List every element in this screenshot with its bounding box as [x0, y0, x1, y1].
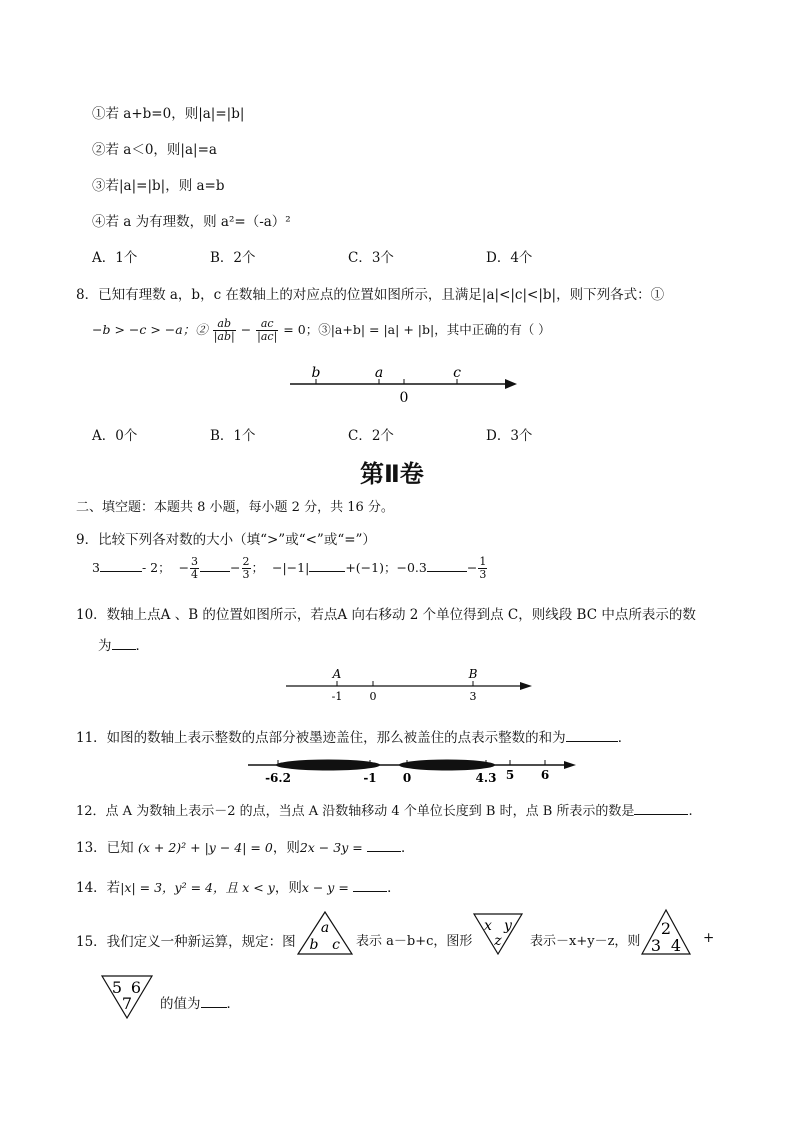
q11-tick-3: 0 [402, 771, 412, 785]
svg-text:4: 4 [670, 936, 682, 955]
q8-axis-zero: 0 [399, 390, 409, 406]
q10-tick-b: 3 [469, 690, 477, 703]
ink-blot-left [276, 760, 380, 771]
q11-tick-1: -6.2 [265, 771, 291, 785]
q11-number-line [244, 752, 579, 788]
q15-triangle-abc [296, 910, 354, 956]
q8-fraction-1: $\frac{ab}{|ab|}$ [213, 317, 235, 343]
q8-option-a: A．0个 [92, 428, 138, 444]
q8-stem: 8．已知有理数 a，b，c 在数轴上的对应点的位置如图所示，且满足|a|<|c|<|b|，则下列各式：① [76, 287, 665, 303]
q11-blank[interactable] [566, 741, 618, 742]
q10-answer-line: 为 ． [98, 638, 149, 654]
q11-tick-4: 4.3 [475, 771, 497, 785]
q10-number-line [282, 664, 537, 706]
svg-text:5: 5 [111, 978, 123, 997]
q11-tick-5: 5 [505, 768, 515, 782]
q9-fraction-1: $\frac{3}{4}$ [191, 555, 199, 581]
svg-text:b: b [309, 937, 319, 953]
q15-mid2: 表示－x+y－z，则 [530, 934, 641, 949]
q8-option-b: B．1个 [210, 428, 256, 444]
q10-tick-a: -1 [331, 690, 343, 703]
q9-fraction-3: $\frac{1}{3}$ [479, 555, 487, 581]
q7-statement-3: ③若|a|=|b|，则 a=b [92, 178, 225, 194]
svg-text:c: c [332, 937, 340, 953]
q15-pre: 15．我们定义一种新运算，规定：图 [76, 934, 296, 950]
svg-text:x: x [484, 918, 492, 934]
q8-formula-part2: = 0；③|a+b| = |a| + |b|，其中正确的有（ ） [283, 322, 551, 337]
q8-formula-line: −b > −c > −a；② $\frac{ab}{|ab|}$ − $\frac{ac}{|ac|}$ = 0；③|a+b| = |a| + |b|，其中正确的有（ ） [92, 317, 551, 343]
q11-tick-6: 6 [540, 768, 550, 782]
q8-option-c: C．2个 [348, 428, 394, 444]
svg-text:6: 6 [130, 978, 142, 997]
q12-stem: 12．点 A 为数轴上表示－2 的点，当点 A 沿数轴移动 4 个单位长度到 B 时，点 B 所表示的数是 . [76, 804, 693, 819]
q12-blank[interactable] [634, 814, 688, 815]
q7-statement-4: ④若 a 为有理数，则 a²=（-a）² [92, 214, 291, 230]
q10-blank[interactable] [112, 649, 136, 650]
q8-axis-label-c: c [453, 365, 461, 381]
q14-blank[interactable] [353, 891, 387, 892]
q8-axis-label-a: a [374, 365, 384, 381]
q7-option-d: D．4个 [486, 250, 533, 266]
q10-label-b: B [468, 667, 478, 681]
q11-tick-2: -1 [363, 771, 377, 785]
svg-text:z: z [494, 933, 502, 949]
q9-stem: 9．比较下列各对数的大小（填“>”或“<”或“=”） [76, 532, 376, 548]
q14-stem: 14．若|x| = 3，y² = 4，且 x < y，则x − y = ． [76, 880, 401, 896]
q15-mid1: 表示 a－b+c，图形 [356, 934, 473, 949]
svg-text:y: y [504, 918, 512, 934]
q9-fraction-2: $\frac{2}{3}$ [242, 555, 250, 581]
q11-stem: 11．如图的数轴上表示整数的点部分被墨迹盖住，那么被盖住的点表示整数的和为 ． [76, 730, 632, 746]
q13-blank[interactable] [367, 851, 401, 852]
part2-title: 第Ⅱ卷 [360, 460, 424, 488]
q7-statement-1: ①若 a+b=0，则|a|=|b| [92, 106, 245, 122]
q10-tick-0: 0 [369, 690, 377, 703]
q9-comparisons: 3 - 2； − $\frac{3}{4}$ − $\frac{2}{3}$ ； −|−1| +(−1)；−0.3 − $\frac{1}{3}$ [92, 555, 487, 581]
q7-option-a: A．1个 [92, 250, 138, 266]
q8-formula-part1: −b > −c > −a；② [92, 322, 208, 337]
svg-text:2: 2 [660, 919, 672, 938]
q8-number-line [285, 360, 525, 410]
q15-triangle-234 [640, 908, 692, 956]
q13-stem: 13．已知 (x + 2)² + |y − 4| = 0，则2x − 3y = ． [76, 840, 415, 856]
svg-text:7: 7 [121, 994, 133, 1013]
svg-text:a: a [320, 920, 330, 936]
q15-end: 的值为 ． [160, 996, 240, 1012]
q8-axis-label-b: b [311, 365, 321, 381]
q7-option-b: B．2个 [210, 250, 256, 266]
q8-option-d: D．3个 [486, 428, 533, 444]
q15-plus: + [703, 930, 715, 946]
ink-blot-right [399, 760, 495, 771]
q15-triangle-567 [100, 974, 154, 1020]
q15-blank[interactable] [201, 1007, 227, 1008]
q15-triangle-xyz [472, 912, 524, 956]
q10-stem: 10．数轴上点A 、B 的位置如图所示，若点A 向右移动 2 个单位得到点 C，则线段 BC 中点所表示的数 [76, 607, 696, 623]
q8-fraction-2: $\frac{ac}{|ac|}$ [257, 317, 278, 343]
q10-label-a: A [332, 667, 342, 681]
q7-statement-2: ②若 a＜0，则|a|=a [92, 142, 217, 158]
q7-option-c: C．3个 [348, 250, 394, 266]
section-heading: 二、填空题：本题共 8 小题，每小题 2 分，共 16 分。 [76, 500, 394, 515]
svg-text:3: 3 [650, 936, 662, 955]
